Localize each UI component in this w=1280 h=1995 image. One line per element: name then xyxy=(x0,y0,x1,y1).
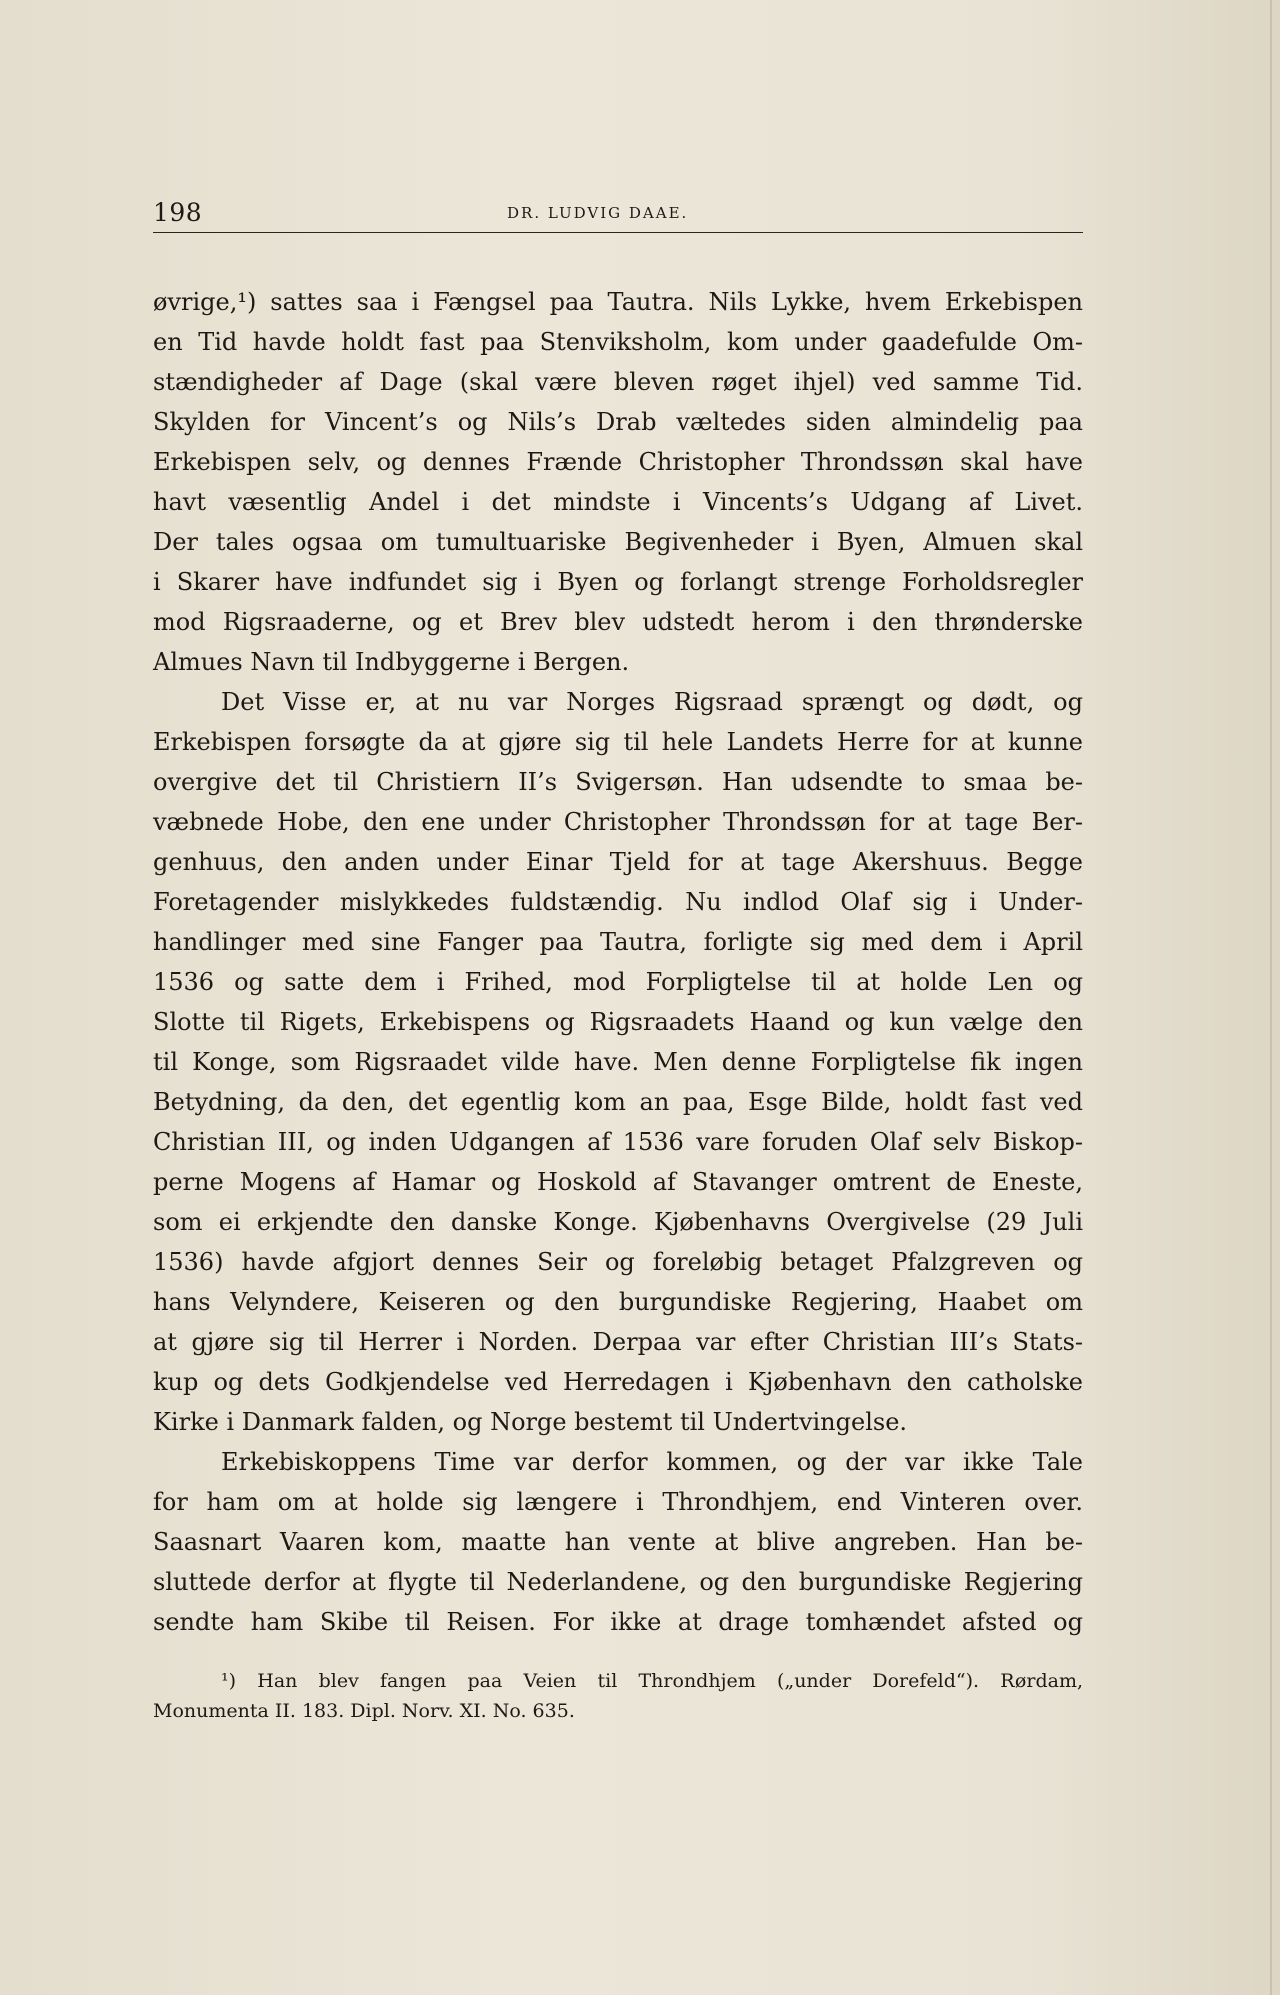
page-edge xyxy=(1270,0,1272,1995)
body-line: Slotte til Rigets, Erkebispens og Rigsraadets Haand og kun vælge den xyxy=(153,1008,1083,1036)
body-line: væbnede Hobe, den ene under Christopher Throndssøn for at tage Ber- xyxy=(153,808,1083,836)
body-line: havt væsentlig Andel i det mindste i Vincents’s Udgang af Livet. xyxy=(153,488,1083,516)
body-line: 1536 og satte dem i Frihed, mod Forpligtelse til at holde Len og xyxy=(153,968,1083,996)
body-line: som ei erkjendte den danske Konge. Kjøbenhavns Overgivelse (29 Juli xyxy=(153,1208,1083,1236)
body-line: Erkebiskoppens Time var derfor kommen, og der var ikke Tale xyxy=(221,1448,1083,1476)
body-line: Der tales ogsaa om tumultuariske Begivenheder i Byen, Almuen skal xyxy=(153,528,1083,556)
body-line: Saasnart Vaaren kom, maatte han vente at blive angreben. Han be- xyxy=(153,1528,1083,1556)
body-line: Betydning, da den, det egentlig kom an paa, Esge Bilde, holdt fast ved xyxy=(153,1088,1083,1116)
body-line: mod Rigsraaderne, og et Brev blev udstedt herom i den thrønderske xyxy=(153,608,1083,636)
body-line: Foretagender mislykkedes fuldstændig. Nu indlod Olaf sig i Under- xyxy=(153,888,1083,916)
page-header xyxy=(153,198,1083,233)
body-text xyxy=(153,282,1083,1642)
body-line: til Konge, som Rigsraadet vilde have. Men denne Forpligtelse fik ingen xyxy=(153,1048,1083,1076)
page-number: 198 xyxy=(153,198,203,227)
body-line: Erkebispen forsøgte da at gjøre sig til hele Landets Herre for at kunne xyxy=(153,728,1083,756)
body-line: sluttede derfor at flygte til Nederlandene, og den burgundiske Regjering xyxy=(153,1568,1083,1596)
body-line: sendte ham Skibe til Reisen. For ikke at drage tomhændet afsted og xyxy=(153,1608,1083,1636)
footnotes xyxy=(153,1666,1083,1726)
body-line: handlinger med sine Fanger paa Tautra, forligte sig med dem i April xyxy=(153,928,1083,956)
body-line: Almues Navn til Indbyggerne i Bergen. xyxy=(153,648,630,676)
body-line: for ham om at holde sig længere i Throndhjem, end Vinteren over. xyxy=(153,1488,1083,1516)
running-head: DR. LUDVIG DAAE. xyxy=(507,204,689,222)
body-line: stændigheder af Dage (skal være bleven røget ihjel) ved samme Tid. xyxy=(153,368,1083,396)
body-line: øvrige,¹) sattes saa i Fængsel paa Tautra. Nils Lykke, hvem Erkebispen xyxy=(153,288,1083,316)
footnote-line: Monumenta II. 183. Dipl. Norv. XI. No. 635. xyxy=(153,1700,575,1722)
body-line: Kirke i Danmark falden, og Norge bestemt til Undertvingelse. xyxy=(153,1408,908,1436)
body-line: i Skarer have indfundet sig i Byen og forlangt strenge Forholdsregler xyxy=(153,568,1083,596)
body-line: at gjøre sig til Herrer i Norden. Derpaa var efter Christian III’s Stats- xyxy=(153,1328,1083,1356)
body-line: 1536) havde afgjort dennes Seir og foreløbig betaget Pfalzgreven og xyxy=(153,1248,1083,1276)
body-line: Erkebispen selv, og dennes Frænde Christopher Throndssøn skal have xyxy=(153,448,1083,476)
body-line: hans Velyndere, Keiseren og den burgundiske Regjering, Haabet om xyxy=(153,1288,1083,1316)
body-line: en Tid havde holdt fast paa Stenviksholm, kom under gaadefulde Om- xyxy=(153,328,1083,356)
body-line: perne Mogens af Hamar og Hoskold af Stavanger omtrent de Eneste, xyxy=(153,1168,1083,1196)
body-line: Christian III, og inden Udgangen af 1536 vare foruden Olaf selv Biskop- xyxy=(153,1128,1083,1156)
body-line: kup og dets Godkjendelse ved Herredagen i Kjøbenhavn den catholske xyxy=(153,1368,1083,1396)
body-line: genhuus, den anden under Einar Tjeld for at tage Akershuus. Begge xyxy=(153,848,1083,876)
body-line: Det Visse er, at nu var Norges Rigsraad sprængt og dødt, og xyxy=(221,688,1083,716)
body-line: Skylden for Vincent’s og Nils’s Drab væltedes siden almindelig paa xyxy=(153,408,1083,436)
footnote-line: ¹) Han blev fangen paa Veien til Throndhjem („under Dorefeld“). Rørdam, xyxy=(221,1670,1083,1692)
body-line: overgive det til Christiern II’s Svigersøn. Han udsendte to smaa be- xyxy=(153,768,1083,796)
